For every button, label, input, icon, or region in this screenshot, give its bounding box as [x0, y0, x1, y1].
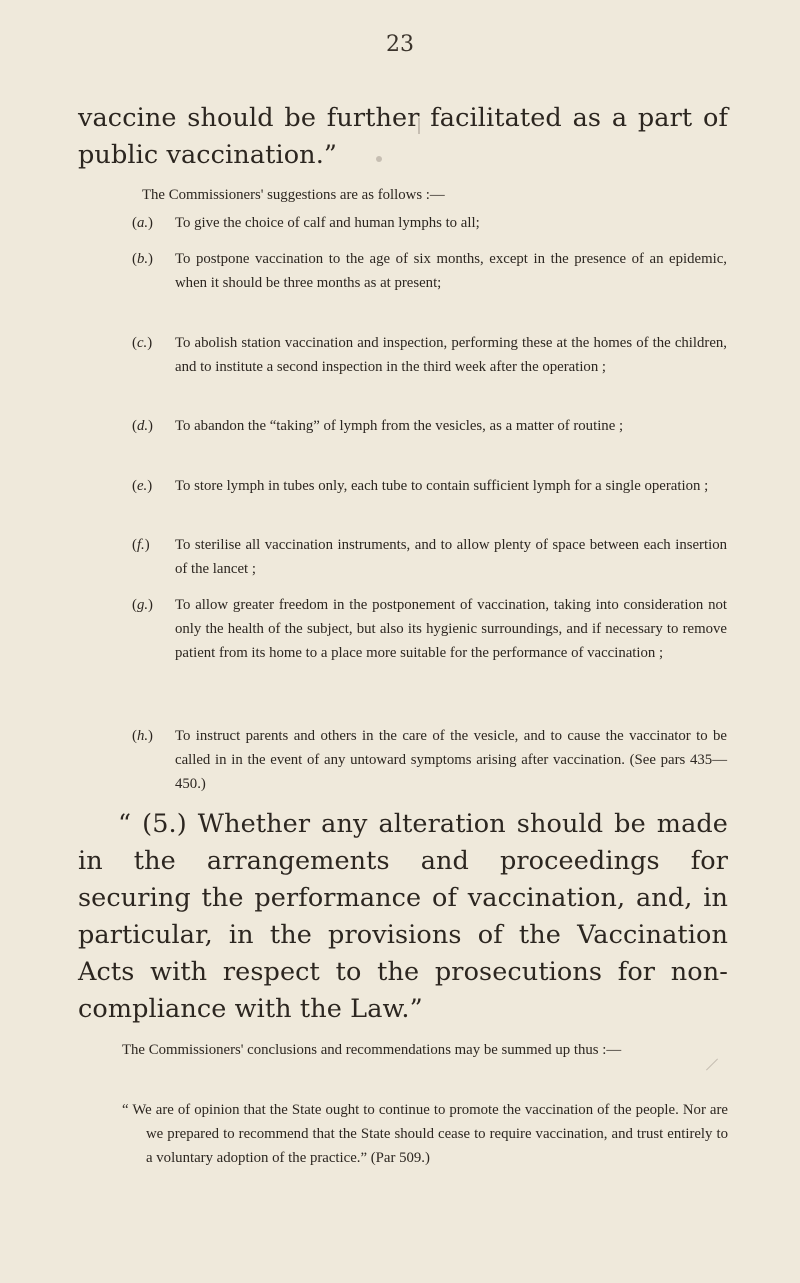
suggestion-item-d: [132, 414, 727, 438]
suggestion-item-f: [132, 533, 727, 581]
suggestion-text: To store lymph in tubes only, each tube to contain sufficient lymph for a single operation ;: [175, 478, 709, 494]
suggestion-text: To allow greater freedom in the postponement of vaccination, taking into consideration not only the health of the subject, but also its hygienic surroundings, and if necessary to remove patient from its home to a place more suitable for the performance of vaccination ;: [175, 597, 727, 661]
suggestion-text: To give the choice of calf and human lymphs to all;: [175, 215, 480, 231]
suggestion-item-e: [132, 474, 727, 498]
suggestions-intro: The Commissioners' suggestions are as follows :—: [142, 187, 445, 203]
paper-speck: [376, 156, 382, 162]
suggestion-item-h: [132, 724, 727, 796]
suggestion-item-a: [132, 211, 727, 235]
paper-mark: [418, 118, 420, 134]
suggestion-text: To sterilise all vaccination instruments, and to allow plenty of space between each insertion of the lancet ;: [175, 537, 727, 577]
question-paragraph: “ (5.) Whether any alteration should be made in the arrangements and proceedings for securing the performance of vaccination, and, in particular, in the provisions of the Vaccination Acts with respect to the prosecutions for non-compliance with the Law.”: [78, 809, 728, 1024]
suggestion-label: (a.): [132, 215, 153, 231]
suggestion-text: To instruct parents and others in the care of the vesicle, and to cause the vaccinator to be called in in the event of any untoward symptoms arising after vaccination. (See pars 435—450.): [175, 728, 727, 792]
suggestion-label: (d.): [132, 418, 153, 434]
conclusions-intro: The Commissioners' conclusions and recommendations may be summed up thus :—: [122, 1042, 622, 1058]
suggestion-label: (h.): [132, 728, 153, 744]
suggestion-item-c: [132, 331, 727, 379]
suggestion-text: To abandon the “taking” of lymph from the vesicles, as a matter of routine ;: [175, 418, 624, 434]
suggestion-label: (g.): [132, 597, 153, 613]
page-number: 23: [386, 32, 414, 57]
suggestion-item-g: [132, 593, 727, 665]
suggestion-label: (f.): [132, 537, 150, 553]
suggestion-label: (e.): [132, 478, 153, 494]
opening-paragraph: vaccine should be further facilitated as a part of public vaccination.”: [78, 103, 728, 170]
conclusion-quote: “ We are of opinion that the State ought to continue to promote the vaccination of the people. Nor are we prepared to recommend that the State should cease to require vaccination, and trust entirely to a voluntary adoption of the practice.” (Par 509.): [122, 1102, 728, 1166]
suggestion-label: (b.): [132, 251, 153, 267]
suggestion-text: To postpone vaccination to the age of six months, except in the presence of an epidemic, when it should be three months as at present;: [175, 251, 727, 291]
suggestion-label: (c.): [132, 335, 153, 351]
suggestion-item-b: [132, 247, 727, 295]
suggestion-text: To abolish station vaccination and inspection, performing these at the homes of the children, and to institute a second inspection in the third week after the operation ;: [175, 335, 727, 375]
